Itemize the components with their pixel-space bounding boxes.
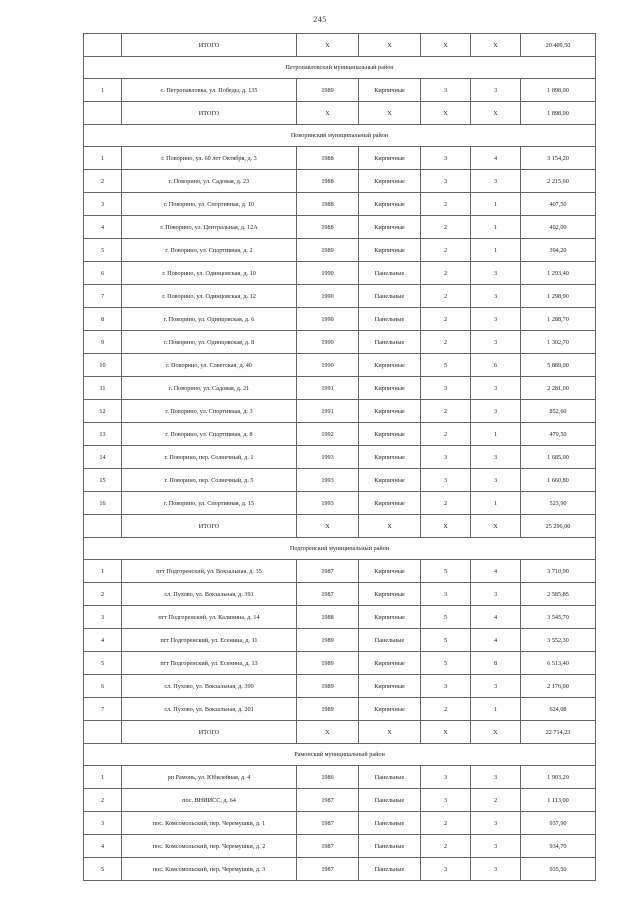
table-row: [84, 79, 596, 102]
floors-cell: 2: [421, 400, 471, 423]
row-number-cell: 6: [84, 675, 122, 698]
row-number-cell: 7: [84, 285, 122, 308]
year-cell: 1988: [297, 216, 359, 239]
year-cell: 1987: [297, 835, 359, 858]
area-cell: 523,90: [521, 492, 596, 515]
wall-material-cell: Кирпичные: [359, 652, 421, 675]
area-cell: 2 215,60: [521, 170, 596, 193]
wall-material-cell: Кирпичные: [359, 239, 421, 262]
year-cell: 1991: [297, 377, 359, 400]
table-row: [84, 606, 596, 629]
entrances-cell: 3: [471, 331, 521, 354]
floors-cell: 3: [421, 170, 471, 193]
floors-cell: Х: [421, 721, 471, 744]
row-number-cell: 13: [84, 423, 122, 446]
section-header-row: [84, 125, 596, 147]
address-cell: рп Рамонь, ул. Юбилейная, д. 4: [122, 766, 297, 789]
wall-material-cell: Кирпичные: [359, 446, 421, 469]
address-cell: г. Поворино, ул. Советская, д. 40: [122, 354, 297, 377]
table-row: [84, 469, 596, 492]
address-cell: с. Петропавловка, ул. Победы, д. 135: [122, 79, 297, 102]
floors-cell: 3: [421, 377, 471, 400]
area-cell: 1 288,70: [521, 308, 596, 331]
address-cell: г. Поворино, пер. Солнечный, д. 1: [122, 446, 297, 469]
table-row: [84, 789, 596, 812]
row-number-cell: 5: [84, 652, 122, 675]
floors-cell: 5: [421, 652, 471, 675]
wall-material-cell: Кирпичные: [359, 698, 421, 721]
year-cell: 1989: [297, 698, 359, 721]
year-cell: 1989: [297, 239, 359, 262]
row-number-cell: 10: [84, 354, 122, 377]
address-cell: г. Поворино, ул. Спортивная, д. 2: [122, 239, 297, 262]
row-number-cell: [84, 721, 122, 744]
area-cell: 2 585,85: [521, 583, 596, 606]
floors-cell: 3: [421, 789, 471, 812]
floors-cell: 3: [421, 446, 471, 469]
wall-material-cell: Кирпичные: [359, 377, 421, 400]
row-number-cell: 4: [84, 835, 122, 858]
entrances-cell: 1: [471, 423, 521, 446]
year-cell: 1989: [297, 675, 359, 698]
table-row: [84, 812, 596, 835]
table-row: [84, 170, 596, 193]
entrances-cell: 2: [471, 789, 521, 812]
year-cell: 1992: [297, 423, 359, 446]
floors-cell: 2: [421, 423, 471, 446]
section-title: Рамонский муниципальный район: [84, 744, 596, 766]
table-row: [84, 629, 596, 652]
table-row: [84, 377, 596, 400]
floors-cell: 3: [421, 469, 471, 492]
address-cell: пос. Комсомольский, пер. Черемушки, д. 2: [122, 835, 297, 858]
area-cell: 25 296,00: [521, 515, 596, 538]
address-cell: г. Поворино, ул. Спортивная, д. 15: [122, 492, 297, 515]
area-cell: 1 298,90: [521, 285, 596, 308]
section-title: Подгоренский муниципальный район: [84, 538, 596, 560]
section-header-row: [84, 57, 596, 79]
floors-cell: 2: [421, 698, 471, 721]
address-cell: г. Поворино, пер. Солнечный, д. 5: [122, 469, 297, 492]
area-cell: 3 545,70: [521, 606, 596, 629]
entrances-cell: 4: [471, 147, 521, 170]
floors-cell: 3: [421, 858, 471, 881]
row-number-cell: 11: [84, 377, 122, 400]
entrances-cell: 3: [471, 308, 521, 331]
entrances-cell: 3: [471, 469, 521, 492]
entrances-cell: Х: [471, 515, 521, 538]
entrances-cell: 8: [471, 652, 521, 675]
wall-material-cell: Кирпичные: [359, 193, 421, 216]
row-number-cell: 16: [84, 492, 122, 515]
year-cell: 1989: [297, 79, 359, 102]
table-row: [84, 285, 596, 308]
area-cell: 20 409,50: [521, 34, 596, 57]
entrances-cell: 4: [471, 629, 521, 652]
entrances-cell: 3: [471, 583, 521, 606]
wall-material-cell: Кирпичные: [359, 170, 421, 193]
year-cell: 1990: [297, 331, 359, 354]
floors-cell: 2: [421, 193, 471, 216]
housing-table: [83, 33, 596, 881]
wall-material-cell: Х: [359, 515, 421, 538]
wall-material-cell: Панельные: [359, 858, 421, 881]
row-number-cell: 3: [84, 812, 122, 835]
floors-cell: 2: [421, 239, 471, 262]
address-cell: г. Поворино, ул. Одинцовская, д. 6: [122, 308, 297, 331]
area-cell: 407,50: [521, 193, 596, 216]
year-cell: Х: [297, 721, 359, 744]
row-number-cell: 1: [84, 147, 122, 170]
address-cell: пос. ВНИИСС, д. 64: [122, 789, 297, 812]
entrances-cell: 3: [471, 675, 521, 698]
wall-material-cell: Кирпичные: [359, 423, 421, 446]
table-row: [84, 766, 596, 789]
wall-material-cell: Панельные: [359, 262, 421, 285]
table-row: [84, 446, 596, 469]
area-cell: 402,00: [521, 216, 596, 239]
area-cell: 5 889,00: [521, 354, 596, 377]
area-cell: 624,08: [521, 698, 596, 721]
area-cell: 1 660,80: [521, 469, 596, 492]
table-row: [84, 216, 596, 239]
table-row: [84, 354, 596, 377]
table-row: [84, 400, 596, 423]
area-cell: 394,20: [521, 239, 596, 262]
row-number-cell: 2: [84, 583, 122, 606]
wall-material-cell: Кирпичные: [359, 79, 421, 102]
section-header-row: [84, 538, 596, 560]
area-cell: 2 281,00: [521, 377, 596, 400]
floors-cell: 2: [421, 308, 471, 331]
wall-material-cell: Панельные: [359, 629, 421, 652]
row-number-cell: 1: [84, 766, 122, 789]
entrances-cell: 3: [471, 170, 521, 193]
year-cell: Х: [297, 34, 359, 57]
address-cell: сл. Пухово, ул. Вокзальная, д. 391: [122, 583, 297, 606]
area-cell: 937,90: [521, 812, 596, 835]
area-cell: 1 898,00: [521, 102, 596, 125]
floors-cell: 5: [421, 606, 471, 629]
floors-cell: 3: [421, 766, 471, 789]
wall-material-cell: Кирпичные: [359, 147, 421, 170]
row-number-cell: 4: [84, 629, 122, 652]
floors-cell: Х: [421, 515, 471, 538]
address-cell: г. Поворино, ул. Спортивная, д. 3: [122, 400, 297, 423]
wall-material-cell: Х: [359, 721, 421, 744]
row-number-cell: [84, 102, 122, 125]
year-cell: 1987: [297, 583, 359, 606]
address-cell: пос. Комсомольский, пер. Черемушки, д. 3: [122, 858, 297, 881]
table-row: [84, 652, 596, 675]
row-number-cell: 6: [84, 262, 122, 285]
wall-material-cell: Кирпичные: [359, 492, 421, 515]
address-cell: г. Поворино, ул. Садовая, д. 21: [122, 377, 297, 400]
wall-material-cell: Кирпичные: [359, 560, 421, 583]
area-cell: 852,60: [521, 400, 596, 423]
table-row: [84, 675, 596, 698]
table-row: [84, 698, 596, 721]
total-row: [84, 102, 596, 125]
area-cell: 1 898,00: [521, 79, 596, 102]
wall-material-cell: Кирпичные: [359, 216, 421, 239]
row-number-cell: 14: [84, 446, 122, 469]
table-row: [84, 262, 596, 285]
address-cell: г. Поворино, ул. Одинцовская, д. 8: [122, 331, 297, 354]
floors-cell: Х: [421, 34, 471, 57]
row-number-cell: 2: [84, 789, 122, 812]
floors-cell: 2: [421, 331, 471, 354]
address-cell: г. Поворино, ул. Центральная, д. 12А: [122, 216, 297, 239]
table-row: [84, 193, 596, 216]
entrances-cell: 6: [471, 354, 521, 377]
address-cell: г. Поворино, ул. Одинцовская, д. 10: [122, 262, 297, 285]
entrances-cell: 1: [471, 193, 521, 216]
floors-cell: 3: [421, 583, 471, 606]
address-cell: сл. Пухово, ул. Вокзальная, д. 390: [122, 675, 297, 698]
area-cell: 3 710,90: [521, 560, 596, 583]
address-cell: пгт Подгоренский, ул. Есенина, д. 11: [122, 629, 297, 652]
floors-cell: 2: [421, 492, 471, 515]
total-row: [84, 721, 596, 744]
wall-material-cell: Панельные: [359, 331, 421, 354]
year-cell: 1991: [297, 400, 359, 423]
floors-cell: 2: [421, 835, 471, 858]
table-row: [84, 583, 596, 606]
year-cell: 1989: [297, 629, 359, 652]
entrances-cell: 3: [471, 285, 521, 308]
area-cell: 3 552,30: [521, 629, 596, 652]
entrances-cell: 1: [471, 698, 521, 721]
row-number-cell: 12: [84, 400, 122, 423]
wall-material-cell: Кирпичные: [359, 400, 421, 423]
entrances-cell: 3: [471, 400, 521, 423]
address-cell: ИТОГО: [122, 34, 297, 57]
wall-material-cell: Панельные: [359, 285, 421, 308]
table-row: [84, 147, 596, 170]
year-cell: 1990: [297, 285, 359, 308]
table-row: [84, 858, 596, 881]
entrances-cell: 3: [471, 766, 521, 789]
wall-material-cell: Кирпичные: [359, 469, 421, 492]
entrances-cell: 1: [471, 239, 521, 262]
row-number-cell: [84, 34, 122, 57]
address-cell: пгт Подгоренский, ул. Калинина, д. 14: [122, 606, 297, 629]
floors-cell: 2: [421, 285, 471, 308]
year-cell: 1989: [297, 652, 359, 675]
area-cell: 6 513,40: [521, 652, 596, 675]
year-cell: 1990: [297, 262, 359, 285]
area-cell: 1 113,00: [521, 789, 596, 812]
section-title: Петропавловский муниципальный район: [84, 57, 596, 79]
row-number-cell: 3: [84, 606, 122, 629]
wall-material-cell: Кирпичные: [359, 354, 421, 377]
year-cell: 1986: [297, 766, 359, 789]
floors-cell: 2: [421, 812, 471, 835]
address-cell: сл. Пухово, ул. Вокзальная, д. 201: [122, 698, 297, 721]
wall-material-cell: Х: [359, 102, 421, 125]
area-cell: 934,70: [521, 835, 596, 858]
table-row: [84, 239, 596, 262]
wall-material-cell: Панельные: [359, 789, 421, 812]
address-cell: ИТОГО: [122, 515, 297, 538]
area-cell: 1 903,20: [521, 766, 596, 789]
year-cell: 1988: [297, 170, 359, 193]
year-cell: 1990: [297, 354, 359, 377]
address-cell: г. Поворино, ул. Садовая, д. 23: [122, 170, 297, 193]
area-cell: 1 293,40: [521, 262, 596, 285]
area-cell: 479,50: [521, 423, 596, 446]
area-cell: 22 714,23: [521, 721, 596, 744]
section-title: Поворинский муниципальный район: [84, 125, 596, 147]
entrances-cell: 3: [471, 377, 521, 400]
floors-cell: Х: [421, 102, 471, 125]
wall-material-cell: Кирпичные: [359, 583, 421, 606]
wall-material-cell: Кирпичные: [359, 675, 421, 698]
row-number-cell: 3: [84, 193, 122, 216]
year-cell: 1988: [297, 193, 359, 216]
area-cell: 1 302,70: [521, 331, 596, 354]
row-number-cell: 1: [84, 560, 122, 583]
floors-cell: 3: [421, 675, 471, 698]
address-cell: пос. Комсомольский, пер. Черемушки, д. 1: [122, 812, 297, 835]
wall-material-cell: Панельные: [359, 835, 421, 858]
address-cell: ИТОГО: [122, 102, 297, 125]
entrances-cell: 1: [471, 492, 521, 515]
address-cell: г. Поворино, ул. Спортивная, д. 8: [122, 423, 297, 446]
floors-cell: 5: [421, 354, 471, 377]
area-cell: 2 176,00: [521, 675, 596, 698]
entrances-cell: Х: [471, 102, 521, 125]
page-number: 245: [313, 15, 327, 24]
floors-cell: 3: [421, 79, 471, 102]
address-cell: г. Поворино, ул. Одинцовская, д. 12: [122, 285, 297, 308]
year-cell: 1993: [297, 492, 359, 515]
table-row: [84, 308, 596, 331]
entrances-cell: 4: [471, 560, 521, 583]
row-number-cell: 4: [84, 216, 122, 239]
row-number-cell: 8: [84, 308, 122, 331]
address-cell: пгт Подгоренский, ул. Есенина, д. 13: [122, 652, 297, 675]
table-body: [84, 34, 596, 881]
year-cell: 1993: [297, 446, 359, 469]
address-cell: г. Поворино, ул. 60 лет Октября, д. 3: [122, 147, 297, 170]
floors-cell: 3: [421, 147, 471, 170]
table-row: [84, 423, 596, 446]
area-cell: 935,50: [521, 858, 596, 881]
area-cell: 3 154,20: [521, 147, 596, 170]
table-row: [84, 560, 596, 583]
year-cell: 1990: [297, 308, 359, 331]
row-number-cell: 1: [84, 79, 122, 102]
wall-material-cell: Кирпичные: [359, 606, 421, 629]
wall-material-cell: Панельные: [359, 308, 421, 331]
row-number-cell: [84, 515, 122, 538]
row-number-cell: 2: [84, 170, 122, 193]
year-cell: 1988: [297, 606, 359, 629]
total-row: [84, 34, 596, 57]
entrances-cell: Х: [471, 34, 521, 57]
area-cell: 1 685,00: [521, 446, 596, 469]
year-cell: Х: [297, 102, 359, 125]
year-cell: 1987: [297, 858, 359, 881]
entrances-cell: 3: [471, 835, 521, 858]
entrances-cell: 4: [471, 606, 521, 629]
entrances-cell: 3: [471, 79, 521, 102]
entrances-cell: 1: [471, 216, 521, 239]
total-row: [84, 515, 596, 538]
entrances-cell: 3: [471, 262, 521, 285]
wall-material-cell: Панельные: [359, 766, 421, 789]
row-number-cell: 7: [84, 698, 122, 721]
address-cell: г. Поворино, ул. Спортивная, д. 10: [122, 193, 297, 216]
year-cell: 1987: [297, 812, 359, 835]
floors-cell: 5: [421, 560, 471, 583]
floors-cell: 2: [421, 216, 471, 239]
row-number-cell: 9: [84, 331, 122, 354]
table-row: [84, 835, 596, 858]
row-number-cell: 5: [84, 858, 122, 881]
floors-cell: 2: [421, 262, 471, 285]
wall-material-cell: Х: [359, 34, 421, 57]
year-cell: 1987: [297, 560, 359, 583]
table-row: [84, 331, 596, 354]
entrances-cell: 3: [471, 812, 521, 835]
wall-material-cell: Панельные: [359, 812, 421, 835]
entrances-cell: Х: [471, 721, 521, 744]
entrances-cell: 3: [471, 858, 521, 881]
year-cell: 1987: [297, 789, 359, 812]
table-row: [84, 492, 596, 515]
row-number-cell: 15: [84, 469, 122, 492]
section-header-row: [84, 744, 596, 766]
year-cell: 1988: [297, 147, 359, 170]
year-cell: 1993: [297, 469, 359, 492]
row-number-cell: 5: [84, 239, 122, 262]
address-cell: ИТОГО: [122, 721, 297, 744]
year-cell: Х: [297, 515, 359, 538]
address-cell: пгт Подгоренский, ул. Вокзальная, д. 35: [122, 560, 297, 583]
floors-cell: 5: [421, 629, 471, 652]
entrances-cell: 3: [471, 446, 521, 469]
